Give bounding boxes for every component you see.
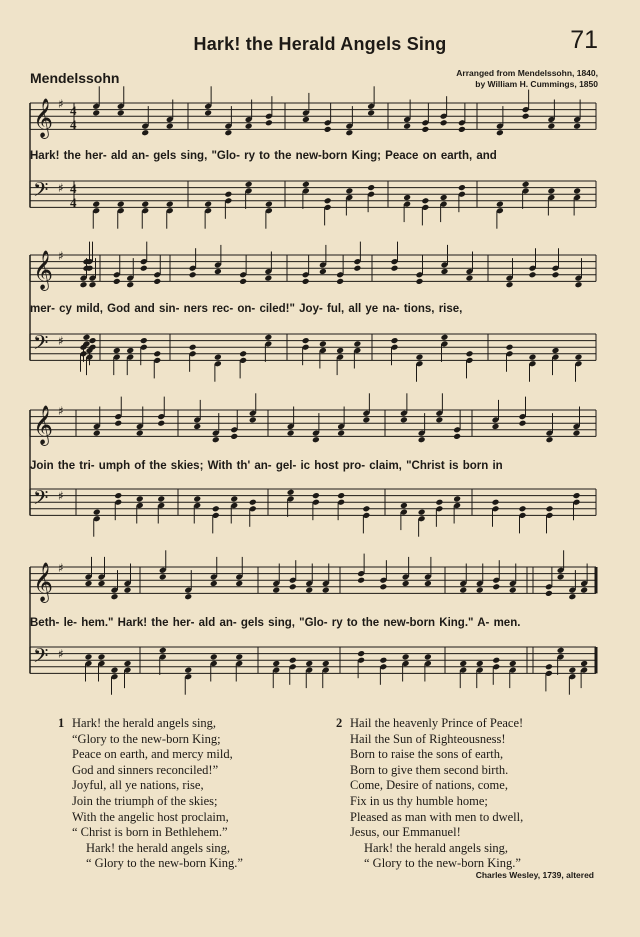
note-head	[575, 281, 583, 288]
verse-line: Fix in us thy humble home;	[350, 793, 488, 808]
bass-clef-icon: 𝄢	[33, 644, 49, 672]
note-head	[305, 587, 313, 594]
note-head	[459, 587, 467, 594]
note-head	[272, 660, 280, 667]
note-head	[312, 492, 320, 499]
note-head	[157, 420, 165, 427]
lyric-line: mer- cy mild, God and sin- ners rec- on- ciled!" Joy- ful, all ye na- tions, rise,	[30, 303, 463, 315]
note-head	[126, 281, 134, 288]
note-head	[367, 109, 375, 116]
note-head	[214, 354, 222, 361]
arrangement-line: Arranged from Mendelssohn, 1840,	[456, 68, 598, 78]
key-signature-sharp-icon: ♯	[58, 647, 64, 661]
verse-line: “ Glory to the new-born King.”	[86, 856, 243, 871]
note-head	[441, 268, 449, 275]
note-head	[210, 653, 218, 660]
note-head	[111, 667, 119, 674]
note-head	[305, 660, 313, 667]
note-head	[136, 495, 144, 502]
verse-line: Born to give them second birth.	[350, 762, 509, 777]
note-head	[506, 344, 514, 351]
lyric-line: Join the tri- umph of the skies; With th' an- gel- ic host pro- claim, "Christ is born in	[30, 460, 503, 472]
treble-clef-icon: 𝄞	[33, 562, 54, 602]
key-signature-sharp-icon: ♯	[58, 334, 64, 348]
note-head	[212, 505, 220, 512]
note-head	[547, 123, 555, 130]
note-head	[362, 416, 370, 423]
verse-line: With the angelic host proclaim,	[72, 809, 229, 824]
note-head	[391, 337, 399, 344]
note-head	[89, 281, 97, 288]
note-head	[212, 436, 220, 443]
note-head	[418, 509, 426, 516]
note-head	[421, 197, 429, 204]
note-head	[265, 201, 273, 208]
verse-line: God and sinners reconciled!”	[72, 762, 219, 777]
note-head	[573, 187, 581, 194]
note-head	[159, 647, 167, 654]
note-head	[552, 347, 560, 354]
note-head	[80, 281, 88, 288]
note-head	[379, 657, 387, 664]
note-head	[509, 660, 517, 667]
note-head	[440, 119, 448, 126]
treble-clef-icon: 𝄞	[33, 98, 54, 138]
note-head	[476, 587, 484, 594]
note-head	[141, 129, 149, 136]
verse-line: Hark! the herald angels sing,	[72, 716, 217, 730]
note-head	[440, 194, 448, 201]
note-head	[287, 489, 295, 496]
note-head	[324, 197, 332, 204]
page-number: 71	[570, 26, 598, 54]
note-head	[302, 337, 310, 344]
note-head	[319, 268, 327, 275]
verse-line: Born to raise the sons of earth,	[350, 747, 504, 762]
note-head	[189, 271, 197, 278]
note-head	[264, 334, 272, 341]
hymn-title: Hark! the Herald Angels Sing	[193, 34, 447, 54]
note-head	[496, 201, 504, 208]
note-head	[580, 660, 588, 667]
note-head	[402, 653, 410, 660]
verse-line: Hail the heavenly Prince of Peace!	[350, 716, 524, 730]
note-head	[322, 660, 330, 667]
note-head	[126, 347, 134, 354]
note-head	[136, 430, 144, 437]
note-head	[568, 593, 576, 600]
note-head	[230, 495, 238, 502]
note-head	[466, 275, 474, 282]
lyric-line: Beth- le- hem." Hark! the her- ald an- gels sing, "Glo- ry to the new-born King." A- men.	[30, 617, 521, 629]
note-head	[312, 436, 320, 443]
note-head	[557, 647, 565, 654]
note-head	[547, 187, 555, 194]
note-head	[492, 657, 500, 664]
note-head	[184, 593, 192, 600]
note-head	[157, 495, 165, 502]
note-head	[117, 201, 125, 208]
verse-line: Jesus, our Emmanuel!	[350, 825, 461, 840]
note-head	[345, 129, 353, 136]
note-head	[403, 123, 411, 130]
note-head	[466, 350, 474, 357]
verse-line: “ Christ is born in Bethlehem.”	[72, 825, 228, 840]
note-head	[92, 201, 100, 208]
note-head	[204, 109, 212, 116]
note-head	[319, 340, 327, 347]
note-head	[357, 650, 365, 657]
note-head	[210, 580, 218, 587]
note-head	[224, 129, 232, 136]
key-signature-sharp-icon: ♯	[58, 181, 64, 195]
note-head	[492, 499, 500, 506]
note-head	[184, 667, 192, 674]
note-head	[453, 495, 461, 502]
note-head	[85, 653, 93, 660]
key-signature-sharp-icon: ♯	[58, 489, 64, 503]
note-head	[552, 271, 560, 278]
note-head	[424, 580, 432, 587]
note-head	[580, 587, 588, 594]
note-head	[529, 354, 537, 361]
note-head	[441, 334, 449, 341]
note-head	[124, 587, 132, 594]
note-head	[159, 573, 167, 580]
note-head	[245, 181, 253, 188]
note-head	[519, 505, 527, 512]
verse-2	[336, 716, 523, 872]
note-head	[140, 265, 148, 272]
note-head	[345, 187, 353, 194]
note-head	[421, 126, 429, 133]
note-head	[235, 580, 243, 587]
note-head	[264, 275, 272, 282]
note-head	[403, 194, 411, 201]
note-head	[89, 337, 97, 344]
note-head	[239, 278, 247, 285]
note-head	[573, 492, 581, 499]
note-head	[189, 344, 197, 351]
note-head	[453, 433, 461, 440]
note-head	[287, 430, 295, 437]
note-head	[114, 492, 122, 499]
note-head	[245, 123, 253, 130]
key-signature-sharp-icon: ♯	[58, 97, 64, 111]
verse-number: 2	[336, 716, 343, 730]
verse-line: Pleased as man with men to dwell,	[350, 809, 524, 824]
note-head	[322, 587, 330, 594]
note-head	[573, 123, 581, 130]
verse-1	[58, 716, 243, 872]
note-head	[362, 505, 370, 512]
note-head	[124, 660, 132, 667]
verse-line: “Glory to the new-born King;	[72, 731, 221, 746]
note-head	[92, 109, 100, 116]
note-head	[435, 416, 443, 423]
note-head	[400, 416, 408, 423]
note-head	[111, 593, 119, 600]
text-attribution: Charles Wesley, 1739, altered	[475, 870, 594, 880]
note-head	[509, 587, 517, 594]
time-signature: 4	[70, 103, 77, 118]
note-head	[496, 129, 504, 136]
note-head	[193, 495, 201, 502]
note-head	[522, 181, 530, 188]
note-head	[230, 433, 238, 440]
note-head	[289, 583, 297, 590]
note-head	[568, 667, 576, 674]
note-head	[545, 663, 553, 670]
note-head	[235, 653, 243, 660]
note-head	[357, 577, 365, 584]
composer: Mendelssohn	[30, 70, 120, 86]
verse-line: “ Glory to the new-born King.”	[364, 856, 521, 871]
note-head	[141, 201, 149, 208]
verse-line: Join the triumph of the skies;	[72, 793, 218, 808]
verse-line: Hail the Sun of Righteousness!	[350, 731, 506, 746]
note-head	[193, 423, 201, 430]
note-head	[337, 492, 345, 499]
time-signature: 4	[70, 195, 77, 210]
note-head	[249, 499, 257, 506]
note-head	[353, 265, 361, 272]
verse-line: Hark! the herald angels sing,	[364, 840, 509, 855]
note-head	[113, 347, 121, 354]
note-head	[153, 278, 161, 285]
note-head	[546, 436, 554, 443]
note-head	[458, 184, 466, 191]
note-head	[302, 181, 310, 188]
note-head	[458, 126, 466, 133]
note-head	[529, 271, 537, 278]
note-head	[117, 109, 125, 116]
note-head	[546, 505, 554, 512]
note-head	[93, 509, 101, 516]
note-head	[424, 653, 432, 660]
verse-line: Joyful, all ye nations, rise,	[72, 778, 204, 793]
note-head	[166, 201, 174, 208]
note-head	[573, 430, 581, 437]
note-head	[519, 420, 527, 427]
note-head	[379, 583, 387, 590]
key-signature-sharp-icon: ♯	[58, 404, 64, 418]
note-head	[435, 499, 443, 506]
note-head	[214, 268, 222, 275]
note-head	[418, 436, 426, 443]
note-head	[336, 278, 344, 285]
key-signature-sharp-icon: ♯	[58, 561, 64, 575]
note-head	[353, 340, 361, 347]
note-head	[85, 580, 93, 587]
note-head	[249, 416, 257, 423]
note-head	[113, 278, 121, 285]
note-head	[522, 113, 530, 120]
note-head	[153, 350, 161, 357]
note-head	[575, 354, 583, 361]
note-head	[557, 573, 565, 580]
note-head	[459, 660, 467, 667]
note-head	[265, 119, 273, 126]
note-head	[93, 430, 101, 437]
note-head	[289, 657, 297, 664]
note-head	[506, 281, 514, 288]
note-head	[337, 430, 345, 437]
note-head	[416, 278, 424, 285]
verse-line: Peace on earth, and mercy mild,	[72, 747, 233, 762]
note-head	[492, 423, 500, 430]
note-head	[336, 347, 344, 354]
note-head	[416, 354, 424, 361]
verse-number: 1	[58, 716, 65, 730]
note-head	[166, 123, 174, 130]
note-head	[239, 350, 247, 357]
note-head	[272, 587, 280, 594]
note-head	[83, 334, 91, 341]
bass-clef-icon: 𝄢	[33, 486, 49, 514]
note-head	[114, 420, 122, 427]
verse-line: Hark! the herald angels sing,	[86, 840, 231, 855]
note-head	[391, 265, 399, 272]
note-head	[324, 126, 332, 133]
note-head	[492, 583, 500, 590]
note-head	[367, 184, 375, 191]
note-head	[224, 191, 232, 198]
bass-clef-icon: 𝄢	[33, 331, 49, 359]
note-head	[140, 337, 148, 344]
treble-clef-icon: 𝄞	[33, 405, 54, 445]
key-signature-sharp-icon: ♯	[58, 249, 64, 263]
time-signature: 4	[70, 117, 77, 132]
verse-line: Come, Desire of nations, come,	[350, 778, 508, 793]
note-head	[400, 502, 408, 509]
note-head	[402, 580, 410, 587]
note-head	[98, 580, 106, 587]
time-signature: 4	[70, 181, 77, 196]
note-head	[98, 653, 106, 660]
note-head	[545, 590, 553, 597]
note-head	[204, 201, 212, 208]
note-head	[302, 278, 310, 285]
note-head	[302, 116, 310, 123]
lyric-line: Hark! the her- ald an- gels sing, "Glo- ry to the new-born King; Peace on earth, and	[30, 150, 497, 162]
bass-clef-icon: 𝄢	[33, 178, 49, 206]
treble-clef-icon: 𝄞	[33, 250, 54, 290]
arrangement-line: by William H. Cummings, 1850	[475, 79, 598, 89]
note-head	[476, 660, 484, 667]
